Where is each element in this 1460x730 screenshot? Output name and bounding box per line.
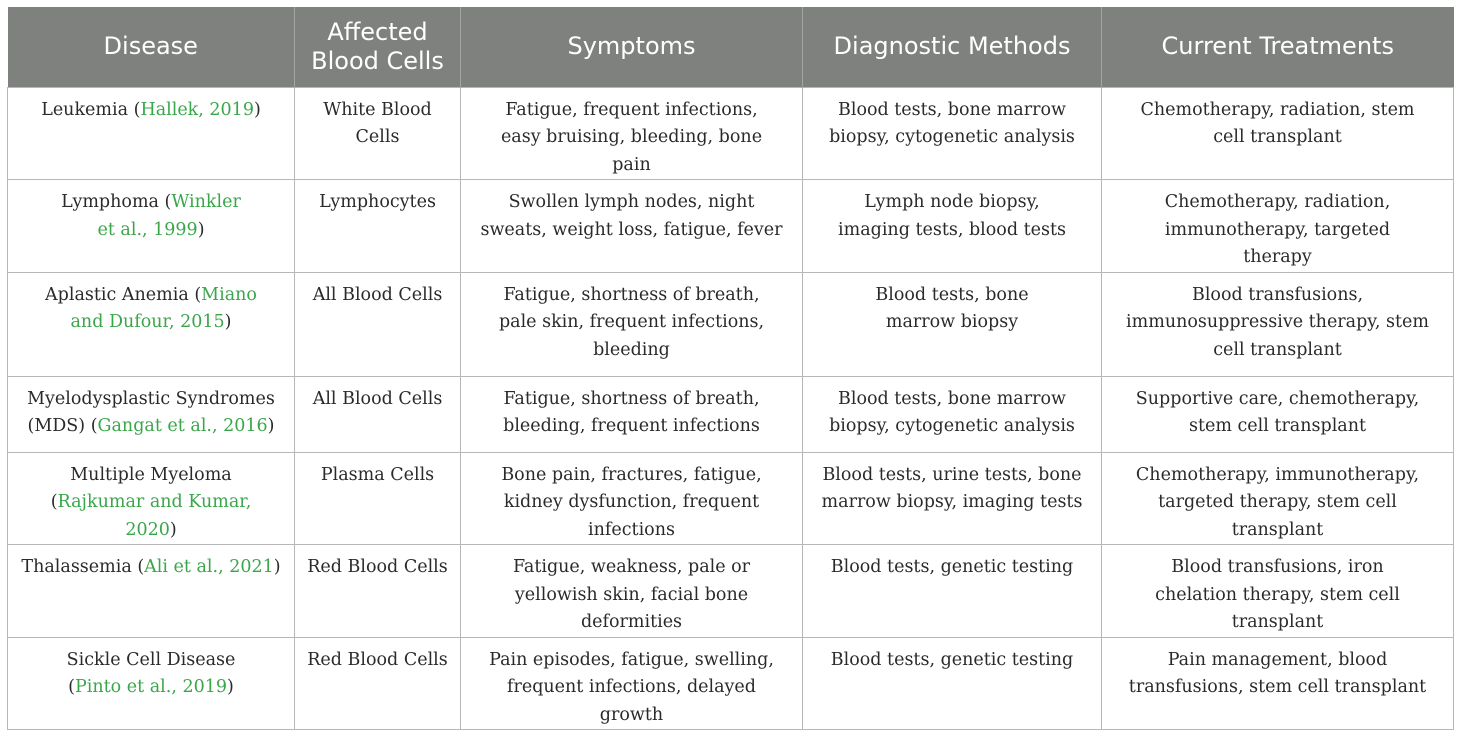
treatments-cell: Pain management, blood transfusions, stem cell transplant: [1102, 637, 1454, 730]
citation-link[interactable]: Gangat et al., 2016: [97, 416, 268, 436]
disease-name: Myelodysplastic Syndromes (MDS): [27, 388, 275, 436]
diagnostics-cell: Lymph node biopsy, imaging tests, blood tests: [803, 180, 1102, 273]
table-row: [8, 272, 1454, 376]
disease-name: Multiple Myeloma: [70, 464, 232, 485]
disease-name: Aplastic Anemia: [45, 284, 189, 305]
header-current-treatments: Current Treatments: [1102, 7, 1454, 87]
citation-link[interactable]: Miano and Dufour, 2015: [70, 284, 257, 332]
citation-link[interactable]: Rajkumar and Kumar, 2020: [57, 492, 252, 540]
treatments-cell: Chemotherapy, immunotherapy, targeted therapy, stem cell transplant: [1102, 452, 1454, 545]
diagnostics-cell: Blood tests, bone marrow biopsy, cytogenetic analysis: [803, 376, 1102, 452]
table-row: [8, 637, 1454, 730]
header-disease: Disease: [8, 7, 295, 87]
symptoms-cell: Bone pain, fractures, fatigue, kidney dysfunction, frequent infections: [461, 452, 803, 545]
table-row: [8, 545, 1454, 638]
affected-cells-cell: All Blood Cells: [295, 272, 461, 376]
treatments-cell: Blood transfusions, iron chelation therapy, stem cell transplant: [1102, 545, 1454, 638]
disease-cell: Sickle Cell Disease (Pinto et al., 2019): [8, 637, 295, 730]
affected-cells-cell: Red Blood Cells: [295, 545, 461, 638]
disease-cell: Leukemia (Hallek, 2019): [8, 87, 295, 180]
table-row: [8, 87, 1454, 180]
affected-cells-cell: Lymphocytes: [295, 180, 461, 273]
treatments-cell: Supportive care, chemotherapy, stem cell transplant: [1102, 376, 1454, 452]
symptoms-cell: Fatigue, shortness of breath, pale skin, frequent infections, bleeding: [461, 272, 803, 376]
header-affected-blood-cells: Affected Blood Cells: [295, 7, 461, 87]
table-row: [8, 452, 1454, 545]
citation-link[interactable]: Pinto et al., 2019: [75, 677, 227, 697]
symptoms-cell: Fatigue, shortness of breath, bleeding, frequent infections: [461, 376, 803, 452]
disease-table: [7, 7, 1454, 730]
affected-cells-cell: All Blood Cells: [295, 376, 461, 452]
disease-cell: Lymphoma (Winkler et al., 1999): [8, 180, 295, 273]
diagnostics-cell: Blood tests, bone marrow biopsy, cytogenetic analysis: [803, 87, 1102, 180]
disease-name: Sickle Cell Disease: [66, 649, 236, 670]
diagnostics-cell: Blood tests, genetic testing: [803, 545, 1102, 638]
citation-link[interactable]: Winkler et al., 1999: [97, 192, 241, 240]
diagnostics-cell: Blood tests, genetic testing: [803, 637, 1102, 730]
disease-name: Thalassemia: [21, 557, 132, 577]
treatments-cell: Chemotherapy, radiation, immunotherapy, targeted therapy: [1102, 180, 1454, 273]
affected-cells-cell: Plasma Cells: [295, 452, 461, 545]
diagnostics-cell: Blood tests, urine tests, bone marrow biopsy, imaging tests: [803, 452, 1102, 545]
symptoms-cell: Fatigue, weakness, pale or yellowish skin, facial bone deformities: [461, 545, 803, 638]
header-row: [8, 7, 1454, 87]
treatments-cell: Chemotherapy, radiation, stem cell transplant: [1102, 87, 1454, 180]
table-row: [8, 180, 1454, 273]
citation-link[interactable]: Hallek, 2019: [140, 99, 254, 120]
disease-name: Lymphoma: [61, 192, 159, 212]
disease-cell: Thalassemia (Ali et al., 2021): [8, 545, 295, 638]
symptoms-cell: Swollen lymph nodes, night sweats, weight loss, fatigue, fever: [461, 180, 803, 273]
disease-name: Leukemia: [41, 99, 129, 120]
affected-cells-cell: Red Blood Cells: [295, 637, 461, 730]
treatments-cell: Blood transfusions, immunosuppressive therapy, stem cell transplant: [1102, 272, 1454, 376]
header-symptoms: Symptoms: [461, 7, 803, 87]
disease-cell: Multiple Myeloma (Rajkumar and Kumar, 2020): [8, 452, 295, 545]
symptoms-cell: Pain episodes, fatigue, swelling, frequent infections, delayed growth: [461, 637, 803, 730]
header-diagnostic-methods: Diagnostic Methods: [803, 7, 1102, 87]
disease-cell: Aplastic Anemia (Miano and Dufour, 2015): [8, 272, 295, 376]
diagnostics-cell: Blood tests, bone marrow biopsy: [803, 272, 1102, 376]
disease-cell: Myelodysplastic Syndromes (MDS) (Gangat et al., 2016): [8, 376, 295, 452]
citation-link[interactable]: Ali et al., 2021: [144, 557, 274, 577]
affected-cells-cell: White Blood Cells: [295, 87, 461, 180]
symptoms-cell: Fatigue, frequent infections, easy bruising, bleeding, bone pain: [461, 87, 803, 180]
table-row: [8, 376, 1454, 452]
